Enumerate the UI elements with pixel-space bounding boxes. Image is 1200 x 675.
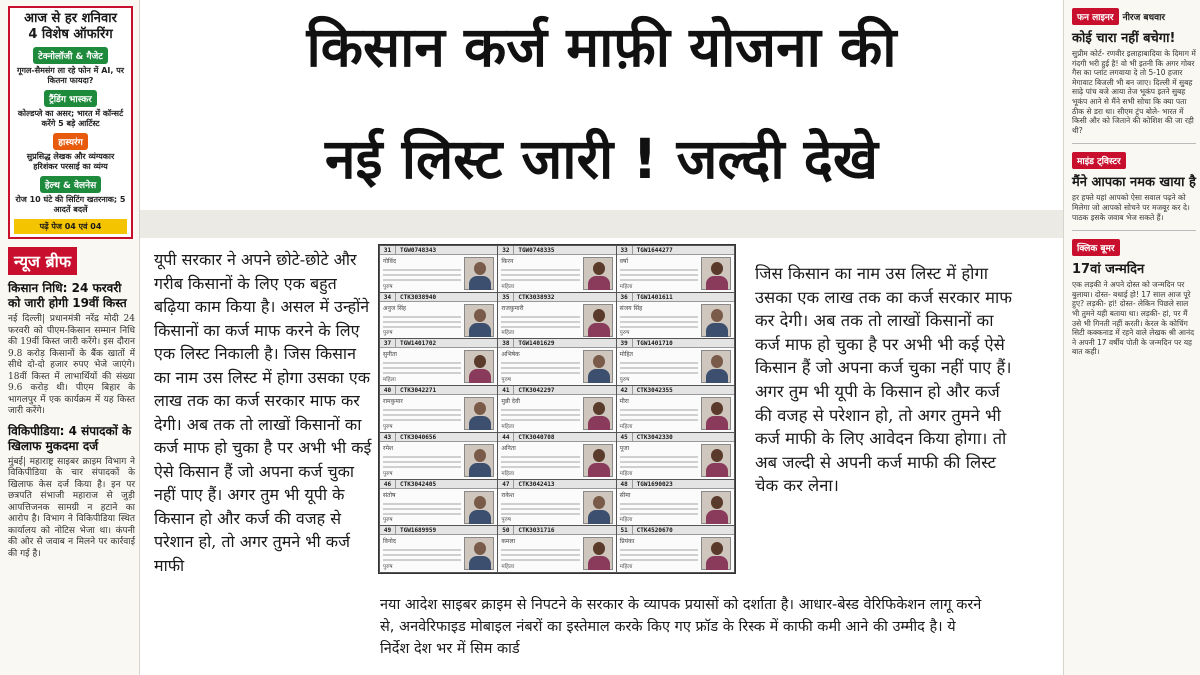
text-line — [620, 409, 698, 411]
text-line — [501, 326, 579, 328]
text-line — [501, 508, 579, 510]
voter-card — [380, 433, 497, 479]
voter-epic-id: CTK3042271 — [400, 387, 437, 395]
text-line — [620, 513, 698, 515]
voter-name: सुनीता — [383, 351, 397, 359]
text-line — [620, 362, 698, 364]
promo-heading-2: 4 विशेष ऑफरिंग — [28, 27, 113, 42]
text-line — [383, 321, 461, 323]
click-boomer-tag: क्लिक बूमर — [1072, 239, 1120, 256]
voter-name: संतोष — [383, 491, 396, 499]
voter-photo — [701, 350, 731, 383]
voter-gender: महिला — [619, 564, 633, 570]
text-line — [501, 269, 579, 271]
promo-footer: पढ़ें पेज 04 एवं 04 — [14, 219, 127, 234]
voter-gender: पुरुष — [383, 423, 393, 430]
text-line — [620, 466, 698, 468]
voter-card — [498, 339, 615, 385]
headline-line-2: नई लिस्ट जारी ! जल्दी देखे — [325, 127, 878, 191]
brief-story-2-body: मुंबई| महाराष्ट्र साइबर क्राइम विभाग ने विकिपीडिया के चार संपादकों के खिलाफ केस दर्ज किया है। इन पर छत्रपति संभाजी महाराज से जुड़ी आपत्तिजनक सामग्री न हटाने का आरोप है। विभाग ने विकिपीडिया स्थित कार्यालय को नोटिस भेजा था। कंपनी की ओर से जवाब न मिलने पर कार्रवाई की गई है। — [8, 456, 135, 559]
text-line — [620, 549, 698, 551]
voter-serial: 34 — [380, 293, 396, 301]
byline: नीरज बधवार — [1122, 13, 1166, 23]
text-line — [383, 456, 461, 458]
voter-photo — [583, 491, 613, 524]
right-body-1: सुप्रीम कोर्ट- रणवीर इलाहाबादिया के दिमाग में गंदगी भरी हुई है! वो भी इतनी कि अगर गोबर गैस का प्लांट लगवाया दे तो 5-10 हजार मेगावाट बिजली भी बन जाए। दिल्ली में सुबह साढ़े पांच बजे आया तेज भूकंप इतने सुबह भूकंप आने से मैंने सभी सोचा कि क्या पता ठीक से डरा था। सीएम ट्रंप बोले- भारत में किसी और को जिताने की कोशिश की जा रही थी? — [1072, 49, 1196, 135]
voter-serial: 41 — [498, 386, 514, 394]
voter-epic-id: CTK3038940 — [400, 293, 437, 301]
text-line — [620, 274, 698, 276]
text-line — [620, 461, 698, 463]
voter-card — [498, 246, 615, 292]
text-line — [501, 456, 579, 458]
voter-name: मोहित — [619, 351, 633, 359]
text-line — [383, 269, 461, 271]
right-headline-3: 17वां जन्मदिन — [1072, 262, 1145, 278]
voter-name: रमेश — [383, 444, 394, 452]
voter-card — [617, 246, 734, 292]
voter-epic-id: CTK3042413 — [518, 480, 555, 488]
text-line — [501, 549, 579, 551]
voter-serial: 44 — [498, 433, 514, 441]
voter-name: प्रियंका — [619, 538, 635, 546]
voter-card — [498, 386, 615, 432]
voter-card — [498, 480, 615, 526]
voter-gender: महिला — [501, 470, 515, 477]
promo-desc-3: सुप्रसिद्ध लेखक और व्यंग्यकार हरिशंकर परसाई का व्यंग्य — [26, 152, 115, 171]
voter-card — [380, 293, 497, 339]
voter-gender: पुरुष — [383, 470, 393, 477]
voter-photo — [583, 397, 613, 430]
voter-epic-id: CTK3042297 — [518, 387, 555, 395]
voter-name: मीरा — [619, 398, 629, 406]
brief-story-1-body: नई दिल्ली| प्रधानमंत्री नरेंद्र मोदी 24 फरवरी को पीएम-किसान सम्मान निधि की 19वीं किस्त जारी करेंगे। इस दौरान 9.8 करोड़ किसानों के बैंक खातों में सीधे दो-दो हजार रुपए भेजे जाएंगे। 18वीं किस्त में लाभार्थियों की संख्या 9.6 करोड़ थी। पीएम बिहार के भागलपुर में एक कार्यक्रम में यह किस्त जारी करेंगे। — [8, 314, 135, 416]
voter-gender: पुरुष — [619, 330, 630, 337]
brief-story-2-headline: विकिपीडिया: 4 संपादकों के खिलाफ मुकदमा दर्ज — [8, 423, 132, 453]
text-line — [383, 549, 461, 551]
text-line — [501, 279, 579, 281]
promo-desc-1: गूगल-सैमसंग ला रहे फोन में AI, पर कितना फायदा? — [16, 66, 125, 85]
text-line — [620, 456, 698, 458]
article-bottom-text: नया आदेश साइबर क्राइम से निपटने के सरकार के व्यापक प्रयासों को दर्शाता है। आधार-बेस्ड वेरिफिकेशन लागू करने से, अनवेरिफाइड मोबाइल नंबरों का इस्तेमाल करके किए गए फ्रॉड के रिस्क में काफी कमी आने की उम्मीद है। ये निर्देश देश भर में सिम कार्ड — [380, 597, 982, 657]
voter-gender: पुरुष — [501, 377, 511, 384]
text-line — [383, 503, 461, 505]
brief-story-1-headline: किसान निधि: 24 फरवरी को जारी होगी 19वीं किस्त — [8, 281, 127, 310]
text-line — [383, 554, 461, 556]
text-line — [620, 508, 698, 510]
voter-card — [617, 339, 734, 385]
voter-serial: 48 — [617, 480, 633, 488]
voter-name: विनोद — [383, 538, 396, 546]
text-line — [620, 279, 698, 281]
voter-serial: 51 — [617, 526, 633, 534]
text-line — [383, 513, 461, 515]
text-line — [383, 279, 461, 281]
text-line — [620, 419, 698, 421]
voter-photo — [464, 491, 494, 524]
right-column — [1063, 0, 1200, 675]
promo-tag-health: हेल्थ & वेलनेस — [40, 176, 101, 193]
voter-card — [498, 526, 615, 572]
voter-epic-id: TGW0748335 — [518, 247, 555, 254]
right-body-2: हर हफ्ते यहां आपको ऐसा सवाल पढ़ने को मिलेगा जो आपको सोचने पर मजबूर कर दे। पाठक इसके जवाब भेज सकते हैं। — [1072, 193, 1190, 222]
voter-serial: 46 — [380, 480, 396, 488]
voter-gender: पुरुष — [383, 330, 393, 337]
voter-gender: महिला — [501, 330, 515, 337]
text-line — [501, 362, 579, 364]
voter-card — [380, 339, 497, 385]
saturday-promo-box — [8, 6, 133, 239]
voter-name: रामकुमार — [383, 398, 403, 406]
voter-serial: 43 — [380, 433, 396, 441]
text-line — [620, 321, 698, 323]
text-line — [501, 503, 579, 505]
voter-epic-id: CTK4520670 — [636, 527, 673, 535]
promo-heading-1: आज से हर शनिवार — [24, 11, 117, 26]
text-line — [620, 326, 698, 328]
voter-photo — [701, 491, 731, 524]
text-line — [501, 321, 579, 323]
voter-epic-id: TGW1644277 — [636, 247, 673, 254]
voter-card — [617, 293, 734, 339]
voter-serial: 35 — [498, 293, 514, 301]
right-headline-1: कोई चारा नहीं बचेगा! — [1072, 31, 1176, 46]
article-side-text: जिस किसान का नाम उस लिस्ट में होगा उसका एक लाख तक का कर्ज सरकार माफ कर देगी। अब तक तो लाखों किसानों का कर्ज माफ हो चुका है पर अभी भी कई ऐसे किसान हैं जो अपना कर्ज चुका नहीं पाए हैं। अगर तुम भी यूपी के किसान हो और कर्ज की वजह से परेशान हो, तो अगर तुमने भी कर्ज माफी के लिए आवेदन किया होगा। तो अब जल्दी से अपनी कर्ज माफी की लिस्ट चेक कर लेना। — [755, 264, 1013, 496]
voter-serial: 45 — [617, 433, 633, 441]
left-column — [0, 0, 140, 675]
promo-desc-4: रोज 10 घंटे की सिटिंग खतरनाक; 5 आदतें बदलें — [15, 195, 126, 214]
torn-paper-band — [140, 210, 1063, 238]
text-line — [501, 419, 579, 421]
voter-serial: 49 — [380, 526, 396, 534]
voter-name: किरन — [501, 258, 514, 265]
voter-photo — [701, 444, 731, 477]
voter-card — [380, 480, 497, 526]
voter-name: राकेश — [501, 491, 515, 499]
text-line — [501, 414, 579, 416]
voter-gender: पुरुष — [619, 377, 630, 384]
voter-card — [380, 386, 497, 432]
voter-epic-id: CTK3040656 — [400, 433, 437, 441]
right-headline-2: मैंने आपका नमक खाया है — [1072, 175, 1196, 191]
voter-card — [380, 246, 497, 292]
text-line — [383, 419, 461, 421]
voter-card — [498, 433, 615, 479]
voter-serial: 50 — [498, 526, 514, 534]
voter-epic-id: TGW1401710 — [636, 340, 673, 348]
voter-photo — [464, 350, 494, 383]
farmer-list-image — [378, 244, 736, 574]
voter-photo — [701, 304, 731, 337]
voter-epic-id: TGW1401611 — [636, 293, 673, 301]
text-line — [383, 326, 461, 328]
voter-name: अनुज सिंह — [383, 304, 407, 312]
text-line — [383, 316, 461, 318]
voter-photo — [583, 350, 613, 383]
voter-serial: 40 — [380, 386, 396, 394]
voter-epic-id: CTK3038932 — [518, 293, 555, 301]
voter-serial: 47 — [498, 480, 514, 488]
text-line — [383, 461, 461, 463]
main-article — [140, 0, 1063, 675]
voter-name: पूजा — [619, 444, 630, 452]
voter-serial: 38 — [498, 339, 514, 347]
right-body-3: एक लड़की ने अपने दोस्त को जन्मदिन पर बुलाया। दोस्त- बधाई हो! 17 साल आज पूरे हुए? लड़की- हां! दोस्त- लेकिन पिछले साल भी तुमने यही बताया था। लड़की- हां, पर मैं उसे भी गिनती नहीं करती। केरल के कोचिंग सिटी कक्कनाड में रहने वाले लेखक श्री आनंद ने अपनी 17 वर्षीय पोती के जन्मदिन पर यह बात कही। — [1072, 280, 1195, 357]
promo-tag-trending: ट्रैंडिंग भास्कर — [44, 90, 97, 107]
voter-epic-id: TGW1690023 — [636, 480, 673, 488]
voter-serial: 42 — [617, 386, 633, 394]
text-line — [620, 269, 698, 271]
voter-gender: पुरुष — [383, 517, 393, 524]
voter-name: संजय सिंह — [619, 304, 643, 312]
voter-gender: महिला — [383, 377, 396, 384]
voter-epic-id: CTK3042355 — [636, 387, 673, 395]
text-line — [383, 367, 461, 369]
voter-gender: महिला — [619, 517, 633, 524]
text-line — [620, 367, 698, 369]
text-line — [620, 559, 698, 561]
text-line — [501, 554, 579, 556]
voter-card — [617, 480, 734, 526]
voter-photo — [464, 444, 494, 477]
text-line — [383, 508, 461, 510]
voter-photo — [583, 537, 613, 570]
voter-serial: 31 — [380, 246, 396, 254]
text-line — [620, 503, 698, 505]
voter-name: मुन्नी देवी — [501, 398, 520, 406]
divider — [1072, 230, 1196, 231]
voter-photo — [583, 304, 613, 337]
promo-tag-technology: टेक्नोलॉजी & गैजेट — [33, 47, 108, 64]
text-line — [620, 414, 698, 416]
text-line — [383, 274, 461, 276]
voter-name: अभिषेक — [501, 351, 520, 359]
promo-desc-2: कोल्डप्ले का असर; भारत में कॉन्सर्ट करेंगे 5 बड़े आर्टिस्ट — [17, 109, 124, 128]
text-line — [501, 372, 579, 374]
voter-photo — [464, 257, 494, 290]
text-line — [501, 316, 579, 318]
text-line — [501, 367, 579, 369]
voter-photo — [583, 257, 613, 290]
text-line — [383, 559, 461, 561]
text-line — [620, 554, 698, 556]
voter-gender: पुरुष — [383, 283, 393, 290]
text-line — [383, 409, 461, 411]
voter-gender: महिला — [501, 564, 515, 570]
voter-serial: 37 — [380, 339, 396, 347]
voter-name: वर्षा — [619, 258, 629, 265]
voter-photo — [464, 397, 494, 430]
voter-photo — [701, 257, 731, 290]
voter-gender: महिला — [501, 283, 515, 290]
promo-tag-humor: हास्यरंग — [53, 133, 88, 150]
text-line — [383, 414, 461, 416]
text-line — [501, 461, 579, 463]
voter-photo — [583, 444, 613, 477]
voter-serial: 39 — [617, 339, 633, 347]
text-line — [501, 274, 579, 276]
voter-name: सीमा — [619, 491, 631, 499]
voter-serial: 33 — [617, 246, 633, 254]
voter-photo — [464, 304, 494, 337]
divider — [1072, 143, 1196, 144]
mind-twister-tag: माइंड ट्विस्टर — [1072, 152, 1126, 169]
voter-serial: 36 — [617, 293, 633, 301]
text-line — [501, 409, 579, 411]
text-line — [383, 362, 461, 364]
text-line — [501, 513, 579, 515]
voter-epic-id: TGW1401702 — [400, 340, 437, 348]
voter-name: गोविंद — [383, 258, 397, 265]
voter-gender: पुरुष — [501, 517, 511, 524]
text-line — [383, 466, 461, 468]
voter-card — [617, 433, 734, 479]
text-line — [501, 466, 579, 468]
text-line — [620, 372, 698, 374]
voter-photo — [701, 397, 731, 430]
voter-card — [617, 386, 734, 432]
voter-epic-id: CTK3040708 — [518, 433, 555, 441]
voter-gender: महिला — [619, 423, 633, 430]
voter-epic-id: CTK3042405 — [400, 480, 437, 488]
voter-name: अनिता — [501, 444, 516, 452]
headline-line-1: किसान कर्ज माफ़ी योजना की — [306, 15, 897, 79]
voter-serial: 32 — [498, 246, 514, 254]
fun-liner-tag: फन लाइनर — [1072, 8, 1119, 25]
text-line — [501, 559, 579, 561]
text-line — [383, 372, 461, 374]
voter-name: कमला — [501, 538, 516, 546]
voter-epic-id: TGW1689959 — [400, 527, 437, 535]
voter-photo — [701, 537, 731, 570]
voter-gender: महिला — [619, 470, 633, 477]
voter-gender: महिला — [619, 283, 633, 290]
article-main-text: यूपी सरकार ने अपने छोटे-छोटे और गरीब किसानों के लिए एक बहुत बढ़िया काम किया है। असल में उन्होंने किसानों का कर्ज माफ करने के लिए एक लिस्ट निकाली है। जिस किसान का नाम उस लिस्ट में होगा उसका एक लाख तक का कर्ज सरकार माफ कर देगी। अब तक तो लाखों किसानों का कर्ज माफ हो चुका है पर अभी भी कई ऐसे किसान हैं जो अपना कर्ज चुका नहीं पाए हैं। अगर तुम भी यूपी के किसान हो और कर्ज की वजह से परेशान हो, तो अगर तुमने भी कर्ज माफी — [154, 250, 372, 575]
news-brief-label: न्यूज ब्रीफ — [8, 247, 77, 275]
text-line — [620, 316, 698, 318]
voter-gender: महिला — [501, 423, 515, 430]
voter-epic-id: CTK3042330 — [636, 433, 673, 441]
voter-epic-id: TGW1401629 — [518, 340, 555, 348]
voter-name: राजकुमारी — [501, 304, 524, 312]
voter-card — [380, 526, 497, 572]
voter-epic-id: CTK3031716 — [518, 527, 555, 535]
voter-card — [498, 293, 615, 339]
voter-photo — [464, 537, 494, 570]
voter-gender: पुरुष — [383, 564, 393, 570]
voter-epic-id: TGW0748343 — [400, 247, 437, 254]
voter-card — [617, 526, 734, 572]
